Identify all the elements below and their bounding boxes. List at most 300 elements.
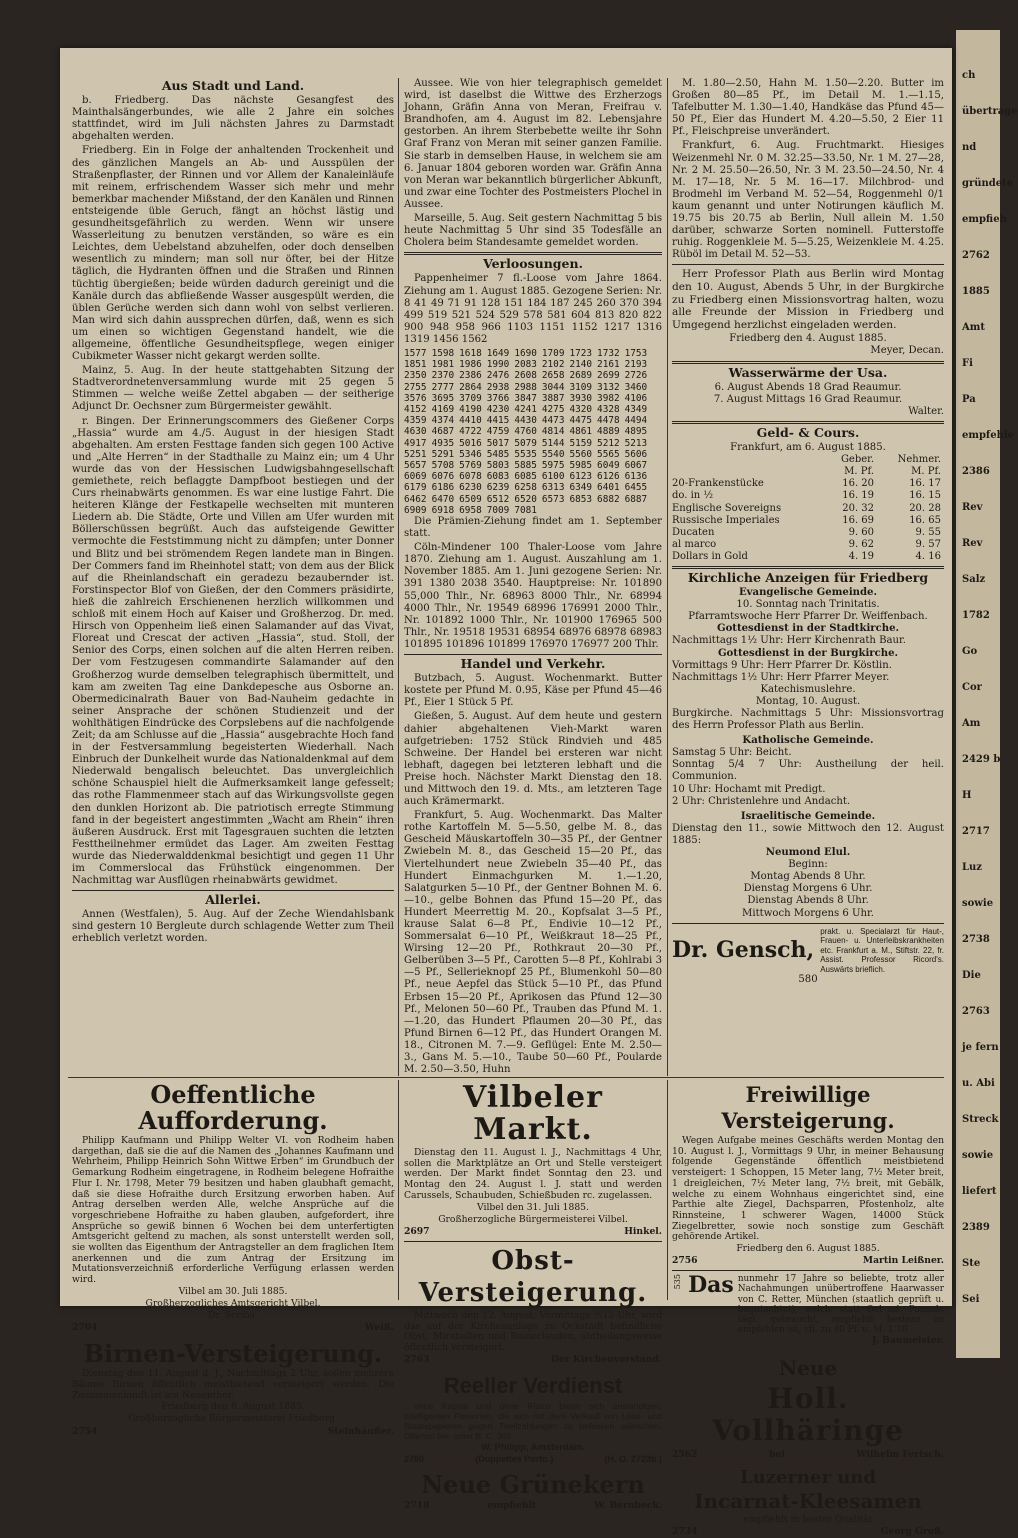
adjacent-page-fragment xyxy=(956,30,1018,1358)
series-cell: 1649 xyxy=(486,347,510,359)
ad-signature: Hinkel. xyxy=(624,1225,662,1237)
series-cell: 5985 xyxy=(569,460,593,471)
fragment-text: Ste xyxy=(962,1258,981,1269)
article-paragraph: Frankfurt, 5. Aug. Wochenmarkt. Das Malter rothe Kartoffeln M. 5—5.50, gelbe M. 8., das Gescheid Mäuskartoffeln 30—35 Pf., der Gentner Zwiebeln M. 8., das Gescheid 15—20 Pf., das Viertelhundert neue Zwiebeln 35—40 Pf., das Hundert Einmachgurken M. 1.—1.20, Salatgurken 5—10 Pf., der Gentner Bohnen M. 6.—10., gelbe Bohnen das Pfund 15—20 Pf., das Hundert Meerrettig M. 20., Kopfsalat 3—5 Pf., krause Salat 6—8 Pf., Endivie 10—12 Pf., Sommersalat 6—10 Pf., Weißkraut 18—25 Pf., Wirsing 12—20 Pf., Rothkraut 20—30 Pf., Gelberüben 3—5 Pf., Carotten 5—8 Pf., Kohlrabi 3—5 Pf., Sellerieknopf 25 Pf., Blumenkohl 50—80 Pf., neue Aepfel das Stück 5—10 Pf., das Pfund Erbsen 15—20 Pf., Aprikosen das Pfund 12—30 Pf., Melonen 50—60 Pf., Trauben das Pfund M. 1.—1.20, das Hundert Pflaumen 20—30 Pf., das Pfund Birnen 6—12 Pf., das Hundert Orangen M. 18., Citronen M. 7.—9. Geflügel: Ente M. 2.50—3., Gans M. 5.—10., Taube 50—60 Pf., Poularde M. 2.50—3.50, Huhn xyxy=(404,810,662,1076)
fragment-text: sowie xyxy=(962,898,994,909)
fragment-text: Rev xyxy=(962,538,983,549)
kath-line: Samstag 5 Uhr: Beicht. xyxy=(672,747,792,759)
fragment-text: empfieh xyxy=(962,214,1007,225)
series-cell: 6258 xyxy=(514,482,537,494)
gensch-name: Dr. Gensch, xyxy=(672,937,815,964)
series-cell: 5159 xyxy=(569,437,593,449)
series-cell: 5213 xyxy=(624,437,648,449)
burgkirche-heading: Gottesdienst in der Burgkirche. xyxy=(717,647,899,659)
series-cell: 3576 xyxy=(404,392,427,404)
series-cell: 2988 xyxy=(514,381,537,393)
exchange-coin: al marco xyxy=(672,538,717,550)
ad-signature: Wilhelm Fertsch. xyxy=(856,1448,944,1460)
series-cell: 2938 xyxy=(486,381,510,393)
ad-signature: J. Baumeister. xyxy=(872,1335,944,1347)
wasser-line: 6. August Abends 18 Grad Reaumur. xyxy=(714,381,902,393)
column-rule xyxy=(667,78,668,1076)
series-cell: 5144 xyxy=(541,437,565,449)
series-row xyxy=(404,426,652,437)
exchange-row xyxy=(672,551,944,563)
ad-date: Vilbel am 30. Juli 1885. xyxy=(178,1285,288,1297)
kath-line: 10 Uhr: Hochamt mit Predigt. xyxy=(672,783,826,795)
series-row xyxy=(404,393,652,404)
ad-das xyxy=(672,1274,944,1335)
series-cell: 6069 xyxy=(404,471,427,483)
fragment-text: liefert xyxy=(962,1186,997,1197)
series-cell: 4478 xyxy=(597,415,620,427)
column-rule xyxy=(398,78,399,1076)
article-paragraph: Annen (Westfalen), 5. Aug. Auf der Zeche Wiendahlsbank sind gestern 10 Bergleute durch schlagende Wetter zum Theil erheblich verletzt worden. xyxy=(72,909,394,945)
ad-title: Reeller Verdienst xyxy=(443,1372,623,1398)
ad-date: Friedberg den 6. August 1885. xyxy=(161,1401,305,1413)
series-cell: 3132 xyxy=(597,381,620,393)
fragment-text: empfehle xyxy=(962,430,1015,441)
series-cell: 4106 xyxy=(624,392,648,404)
article-paragraph: Marseille, 5. Aug. Seit gestern Nachmittag 5 bis heute Nachmittag 5 Uhr sind 35 Todesfälle an Cholera beim Standesamte gemeldet worden. xyxy=(404,213,662,249)
series-cell: 1990 xyxy=(486,359,510,371)
column-3 xyxy=(672,78,944,986)
series-cell: 6230 xyxy=(459,482,482,494)
fragment-text: Fi xyxy=(962,358,973,369)
series-cell: 5535 xyxy=(514,448,537,460)
series-cell: 1981 xyxy=(431,359,455,371)
ad-number: 2718 xyxy=(404,1499,430,1511)
mission-signature: Meyer, Decan. xyxy=(870,345,944,357)
ad-address: (Doppeltes Porto.) xyxy=(475,1453,554,1464)
series-cell: 5540 xyxy=(541,448,565,460)
exchange-row xyxy=(672,478,944,490)
fragment-text: ch xyxy=(962,70,976,81)
series-cell: 2140 xyxy=(569,359,593,371)
series-cell: 4630 xyxy=(404,426,427,438)
isr-time: Dienstag Morgens 6 Uhr. xyxy=(743,883,873,895)
series-cell: 1986 xyxy=(459,359,482,371)
series-cell: 4152 xyxy=(404,403,427,415)
series-cell: 3460 xyxy=(624,381,648,393)
mission-date: Friedberg den 4. August 1885. xyxy=(729,333,887,345)
newspaper-page xyxy=(60,48,952,1537)
series-cell: 6573 xyxy=(541,493,565,505)
series-cell: 6123 xyxy=(569,471,593,483)
series-cell: 4935 xyxy=(431,437,455,449)
series-cell: 4230 xyxy=(486,403,510,415)
series-cell: 5016 xyxy=(459,437,482,449)
article-paragraph: Mainz, 5. Aug. In der heute stattgehabten Sitzung der Stadtverordnetenversammlung wurde mit 25 gegen 5 Stimmen — welche weiße Zettel abgaben — der seitherige Adjunct Dr. Oechsner zum Bürgermeister gewählt. xyxy=(72,365,394,413)
kath-line: Sonntag 5/4 7 Uhr: Austheilung der heil. Communion. xyxy=(672,759,944,783)
ad-number: 2754 xyxy=(72,1425,98,1437)
series-cell: 2755 xyxy=(404,381,427,393)
series-cell: 1577 xyxy=(404,347,427,359)
series-cell: 6882 xyxy=(597,493,620,505)
series-cell: 6470 xyxy=(431,493,455,505)
ad-title: Neue xyxy=(778,1355,838,1380)
series-cell: 7009 xyxy=(486,504,510,516)
series-cell: 2102 xyxy=(541,359,565,371)
series-cell: 6100 xyxy=(541,471,565,483)
wasser-signature: Walter. xyxy=(908,405,944,417)
series-cell: 2350 xyxy=(404,370,427,382)
exchange-rate: 9. 57 xyxy=(915,538,941,550)
series-cell: 2370 xyxy=(431,370,455,382)
burgkirche-line: Burgkirche. Nachmittags 5 Uhr: Missionsvortrag des Herrn Professor Plath aus Berlin. xyxy=(672,708,944,732)
series-cell: 4475 xyxy=(569,415,593,427)
series-cell: 3044 xyxy=(541,381,565,393)
isr-beginn: Beginn: xyxy=(788,859,828,871)
exchange-rate: 4. 16 xyxy=(915,550,941,562)
series-cell: 6958 xyxy=(459,504,482,516)
series-row xyxy=(404,359,652,370)
series-cell: 4169 xyxy=(431,403,455,415)
ad-code: (H. O. 2723b.) xyxy=(604,1453,662,1464)
isr-line: Dienstag den 11., sowie Mittwoch den 12. August 1885: xyxy=(672,822,944,846)
ad-vilbeler xyxy=(404,1080,662,1512)
exchange-coin: Dollars in Gold xyxy=(672,550,748,562)
article-paragraph: M. 1.80—2.50, Hahn M. 1.50—2.20. Butter im Großen 80—85 Pf., im Detail M. 1.—1.15, Tafelbutter M. 1.30—1.40, Handkäse das Pfund 45—50 Pf., Eier das Hundert M. 4.20—5.50, 2 Eier 11 Pf., Fleischpreise unverändert. xyxy=(672,78,944,138)
kath-heading: Katholische Gemeinde. xyxy=(742,735,874,747)
article-paragraph: r. Bingen. Der Erinnerungscommers des Gießener Corps „Hassia“ wurde am 4./5. August in der hiesigen Stadt abgehalten. Am ersten Festtage fanden sich gegen 100 Active und „Alte Herren“ in der Stadthalle zu Mainz ein; um 4 Uhr wurde das von der Hessischen Ludwigsbahngesellschaft gemiethete, reich beflaggte Dampfboot bestiegen und der Curs rheinabwärts genommen. Es war eine lustige Fahrt. Die heiteren Klänge der Festkapelle wechselten mit munteren Liedern ab. Die Städte, Orte und Villen am Ufer wurden mit Böllerschüssen begrüßt. Auch das aufsteigende Gewitter vermochte die Feststimmung nicht zu dämpfen; unter Donner und Blitz und bei strömendem Regen landete man in Bingen. Der Commers fand im Rheinhotel statt; von dem aus der Blick auf die Rheinlandschaft ein geradezu bezaubernder ist. Forstinspector Blof von Gießen, der den Commers präsidirte, hieß die zahlreich Erschienenen herzlich willkommen und schloß mit einem Hoch auf Kaiser und Großherzog. Dr. med. Hirsch von Oppenheim ließ einen Salamander auf das Vivat, Floreat und Crescat der activen „Hassia“, stud. Stoll, der Senior des Corps, einen solchen auf die alten Herren reiben. Der vom Festzugesen commandirte Salamander auf den Großherzog wurde demselben telegraphisch übermittelt, und kam am zweiten Tag eine Dankdepesche aus Osborne an. Obermedicinalrath Bauer von Bad-Nauheim gedachte in seiner Ansprache der schönen Studienzeit und der wohlthätigen Eindrücke des Corpslebens auf die nachfolgende Zeit; da am Schlusse auf die „Hassia“ ausgebrachte Hoch fand in der Festversammlung begeisterten Wiederhall. Nach Einbruch der Dunkelheit wurde das Nationaldenkmal auf dem Niederwald bengalisch beleuchtet. Das unvergleichlich schöne Schauspiel hielt die Aufmerksamkeit lange gefesselt; das rothe Flammenmeer stach auf das Wirkungsvollste gegen den dunklen Horizont ab. Die patriotisch erregte Stimmung fand in der begeistert angestimmten „Wacht am Rhein“ ihren äußeren Ausdruck. Erst mit Tagesgrauen suchten die letzten Festtheilnehmer ermüdet das Lager. Am zweiten Festtag wurde das Niederwalddenkmal besichtigt und gegen 11 Uhr im Commerslocal das Frühstück eingenommen. Der Nachmittag war Ausflügen rheinabwärts gewidmet. xyxy=(72,415,394,887)
exchange-table xyxy=(672,454,944,563)
heading-wasserwaerme: Wasserwärme der Usa. xyxy=(728,364,888,380)
exchange-rate: 4. 19 xyxy=(848,550,875,562)
series-cell: 3887 xyxy=(541,392,565,404)
series-cell: 6401 xyxy=(597,482,620,494)
ad-date: Vilbel den 31. Juli 1885. xyxy=(477,1201,589,1213)
series-cell: 4349 xyxy=(624,403,648,415)
ad-title: Vilbeler Markt. xyxy=(463,1080,603,1147)
article-paragraph: Gießen, 5. August. Auf dem heute und gestern dahier abgehaltenen Vieh-Markt waren aufgetrieben: 1752 Stück Rindvieh und 485 Schweine. Der Handel bei ersteren war nicht lebhaft, dagegen bei letzteren lebhaft und die Preise hoch. Nächster Markt Dienstag den 18. und Mittwoch den 19. d. Mts., am letzteren Tage auch Krämermarkt. xyxy=(404,711,662,808)
heading-handel: Handel und Verkehr. xyxy=(460,656,606,672)
series-cell: 3930 xyxy=(569,392,593,404)
ad-freiwillige xyxy=(672,1080,944,1538)
ad-number: 2734 xyxy=(672,1525,698,1537)
fragment-text: Am xyxy=(962,718,981,729)
kath-line: 2 Uhr: Christenlehre und Andacht. xyxy=(672,795,851,807)
series-cell: 3847 xyxy=(514,392,537,404)
fragment-text: 2762 xyxy=(962,250,990,261)
ad-text: empfiehlt in bester Qualität xyxy=(743,1513,873,1525)
series-cell: 3709 xyxy=(459,392,482,404)
exchange-coin: Russische Imperiales xyxy=(672,514,780,526)
fragment-text: 2717 xyxy=(962,826,990,837)
gensch-text: prakt. u. Specialarzt für Haut-, Frauen- u. Unterleibskrankheiten etc. Frankfurt a. M., Stiftstr. 22, fr. Assist. Professor Ricord's. Auswärts brieflich. xyxy=(820,926,944,974)
series-row xyxy=(404,494,652,505)
ad-title: Luzerner und xyxy=(740,1466,876,1488)
ad-signature: Martin Leißner. xyxy=(862,1255,944,1267)
heading-stadt-land: Aus Stadt und Land. xyxy=(161,78,305,93)
series-cell: 4687 xyxy=(431,426,455,438)
series-cell: 4722 xyxy=(459,426,482,438)
series-cell: 6509 xyxy=(459,493,482,505)
ad-title: Birnen-Versteigerung. xyxy=(83,1339,383,1369)
series-row xyxy=(404,370,652,381)
series-row xyxy=(404,382,652,393)
article-paragraph: Die Prämien-Ziehung findet am 1. September statt. xyxy=(404,516,662,540)
fragment-text: nd xyxy=(962,142,977,153)
series-cell: 4760 xyxy=(514,426,537,438)
series-cell: 6067 xyxy=(624,460,648,471)
series-cell: 3982 xyxy=(597,392,620,404)
exchange-coin: Ducaten xyxy=(672,526,715,538)
ad-text: ohne Kapital und ohne Risico bietet sich anständigen, intelligenten Personen, die sich mit dem Verkauf von Loos- und Staatspapieren gegen Theilzahlungen zu befassen wünschen. Offerten bel. unter B. C. 301 xyxy=(404,1400,662,1441)
series-cell: 6853 xyxy=(569,493,593,505)
article-paragraph: Butzbach, 5. August. Wochenmarkt. Butter kostete per Pfund M. 0.95, Käse per Pfund 45—46 Pf., Eier 1 Stück 5 Pf. xyxy=(404,673,662,709)
geld-subheading: Frankfurt, am 6. August 1885. xyxy=(730,442,886,454)
series-cell: 2386 xyxy=(459,370,482,382)
exchange-coin: Englische Sovereigns xyxy=(672,502,782,514)
exchange-coin: 20-Frankenstücke xyxy=(672,478,764,490)
fragment-text: Cor xyxy=(962,682,982,693)
exchange-row xyxy=(672,490,944,502)
series-cell: 1709 xyxy=(541,347,565,359)
ad-date: Friedberg den 6. August 1885. xyxy=(736,1243,880,1255)
gensch-number: 580 xyxy=(798,974,818,986)
ad-text: Philipp Kaufmann und Philipp Welter VI. von Rodheim haben dargethan, daß sie die auf die Namen des „Johannes Kaufmann und Wehrheim, Philipp Heinrich Sohn Wittwe Erben“ im Grundbuch der Gemarkung Rodheim eingetragene, in Rodheim belegene Hofraithe Flur I. Nr. 1798, Meter 79 besitzen und haben glaubhaft gemacht, daß sie diese Hofraithe durch Ersitzung erworben haben. Auf Antrag derselben werden Alle, welche Ansprüche auf die vorgeschriebene Hofraithe zu haben glauben, aufgefordert, ihre Ansprüche so gewiß binnen 6 Wochen bei dem unterfertigten Amtsgericht geltend zu machen, als sonst unterstellt werden soll, sie wollten das Eigenthum der Antragsteller an dem fraglichen Item anerkennen und die zum Antrag der Ersitzung im Mutationsverzeichniß erforderliche Verfügung erlassen werden wird. xyxy=(72,1135,394,1286)
series-cell: 1618 xyxy=(459,347,482,359)
series-row xyxy=(404,460,652,471)
ad-title: Freiwillige Versteigerung. xyxy=(721,1082,895,1133)
ad-signature: Weiß. xyxy=(364,1322,394,1334)
series-cell: 5657 xyxy=(404,460,427,471)
series-cell: 5565 xyxy=(597,448,620,460)
column-2 xyxy=(404,78,662,1078)
series-cell: 6083 xyxy=(486,471,510,483)
article-paragraph: b. Friedberg. Das nächste Gesangfest des Mainthalsängerbundes, wie alle 2 Jahre ein solches stattfindet, wird im Juli nächsten Jahres zu Darmstadt abgehalten werden. xyxy=(72,95,394,143)
series-cell: 6085 xyxy=(514,471,537,483)
ad-title: Oeffentliche Aufforderung. xyxy=(138,1080,328,1135)
series-cell: 6520 xyxy=(514,493,537,505)
series-cell: 4241 xyxy=(514,403,537,415)
series-cell: 6078 xyxy=(459,471,482,483)
ad-signature: Steinhäußer. xyxy=(327,1425,394,1437)
series-cell: 6512 xyxy=(486,493,510,505)
series-row xyxy=(404,348,652,359)
series-row xyxy=(404,438,652,449)
exchange-rate: 9. 60 xyxy=(848,526,875,538)
ad-text: nunmehr 17 Jahre so beliebte, trotz aller Nachahmungen unübertroffene Haarwasser von C. Retter, München (staatlich geprüft u. begutachtet), welch. statt Oel od. Pomade tägl. gebraucht, empfiehlt bestens zu empfehlen ist, vfl. zu 40 Pf. u. M. 1.10 xyxy=(737,1274,944,1336)
ad-aufforderung xyxy=(72,1080,394,1438)
series-cell: 6313 xyxy=(541,482,565,494)
fragment-text: 2386 xyxy=(962,466,990,477)
series-row xyxy=(404,449,652,460)
ad-signature: Großherzogliche Bürgermeisterei Vilbel. xyxy=(438,1213,628,1225)
series-cell: 1723 xyxy=(569,347,593,359)
series-cell: 2726 xyxy=(624,370,648,382)
series-cell: 6239 xyxy=(486,482,510,494)
ad-signature: Der Kirchenvorstand. xyxy=(551,1353,662,1365)
fragment-text: Go xyxy=(962,646,978,657)
ev-heading: Evangelische Gemeinde. xyxy=(738,587,877,599)
ad-signature: Großherzogliches Amtsgericht Vilbel. xyxy=(145,1297,321,1309)
ad-title: Das xyxy=(688,1272,734,1299)
series-cell: 5975 xyxy=(541,460,565,471)
series-cell: 6455 xyxy=(624,482,648,494)
heading-allerlei: Allerlei. xyxy=(205,892,261,908)
series-cell: 4494 xyxy=(624,415,648,427)
burgkirche-line: Montag, 10. August. xyxy=(755,695,861,707)
series-cell: 4190 xyxy=(459,403,482,415)
exchange-row xyxy=(672,527,944,539)
series-cell: 2777 xyxy=(431,381,455,393)
ad-text: bei xyxy=(769,1448,785,1460)
fragment-text: H xyxy=(962,790,972,801)
article-paragraph: Cöln-Mindener 100 Thaler-Loose vom Jahre 1870. Ziehung am 1. August. Auszahlung am 1. November 1885. Am 1. Juni gezogene Serien: Nr. 391 1380 2038 3540. Hauptpreise: Nr. 101890 55,000 Thlr., Nr. 68963 8000 Thlr., Nr. 68994 4000 Thlr., Nr. 19549 68996 176991 2000 Thlr., Nr. 101892 1000 Thlr., Nr. 101900 176965 500 Thlr., Nr. 19518 19531 68954 68976 68978 68983 101895 101896 101899 176970 176977 200 Thlr. xyxy=(404,542,662,650)
series-cell: 6462 xyxy=(404,493,427,505)
series-table xyxy=(404,348,652,516)
series-cell: 5803 xyxy=(486,460,510,471)
ad-text: Dienstag den 11. August d. J., Nachmittags 2 Uhr, sollen mehrere Bäume Birnen öffentlich meistbietend versteigert werden. Die Zusammenkunft ist am Neuenthor. xyxy=(72,1368,394,1401)
series-cell: 5769 xyxy=(459,460,482,471)
fragment-text: Amt xyxy=(962,322,985,333)
series-cell: 5017 xyxy=(486,437,510,449)
ad-address: W. Philipp, Amsterdam. xyxy=(481,1440,585,1452)
series-cell: 6179 xyxy=(404,482,427,494)
series-cell: 4430 xyxy=(514,415,537,427)
ev-line: Pfarramtswoche Herr Pfarrer Dr. Weiffenbach. xyxy=(688,611,928,623)
ad-signature: Großherzogliche Bürgermeisterei Friedberg. xyxy=(128,1413,338,1425)
series-row xyxy=(404,482,652,493)
series-cell: 6909 xyxy=(404,504,427,516)
series-cell: 4814 xyxy=(541,426,565,438)
isr-time: Dienstag Abends 8 Uhr. xyxy=(747,895,869,907)
ad-text: Dienstag den 11. August l. J., Nachmittags 4 Uhr, sollen die Marktplätze an Ort und Stelle versteigert werden. Der Markt findet Sonntag den 23. und Montag den 24. August l. J. statt und werden Carussels, Schaubuden, Schießbuden rc. zugelassen. xyxy=(404,1147,662,1201)
series-cell: 2699 xyxy=(597,370,620,382)
ev-line: 10. Sonntag nach Trinitatis. xyxy=(736,599,880,611)
fragment-text: übertrage xyxy=(962,106,1018,117)
article-paragraph: Frankfurt, 6. Aug. Fruchtmarkt. Hiesiges Weizenmehl Nr. 0 M. 32.25—33.50, Nr. 1 M. 27—28, Nr. 2 M. 25.50—26.50, Nr. 3 M. 23.50—24.50, Nr. 4 M. 17—18, Nr. 5 M. 16—17. Milchbrod- und Brodmehl im Verband M. 52—54, Roggenmehl 0/1 kaum genannt und unter Notirungen käuflich M. 19.75 bis 20.75 ab Berlin, Null allein M. 1.50 darüber, schwarze Sorten nominell. Futterstoffe ruhig. Roggenkleie M. 5—5.25, Weizenkleie M. 4.25. Rüböl im Detail M. 52—53. xyxy=(672,140,944,261)
exchange-rate: 16. 65 xyxy=(909,514,941,526)
series-cell: 6049 xyxy=(597,460,620,471)
ad-text: Wegen Aufgabe meines Geschäfts werden Montag den 10. August l. J., Vormittags 9 Uhr, in meiner Behausung folgende Gegenstände öffentlich meistbietend versteigert: 1 Schoppen, 15 Meter lang, 7½ Meter breit, 1 dreigleichen, 7½ Meter lang, 7½ breit, mit Gebälk, welche zu einem Wohnhaus eingerichtet sind, eine Parthie alte Ziegel, Dachsparren, Pfostenholz, alte Rinnsteine, 1 schwerer Wagen, 14000 Stück Ziegelbretter, sowie noch sonstige zum Geschäft gehörende Artikel. xyxy=(672,1135,944,1243)
exchange-rate: 20. 28 xyxy=(909,502,941,514)
heading-geld-cours: Geld- & Cours. xyxy=(756,424,860,440)
exchange-rate: 9. 62 xyxy=(848,538,875,550)
series-cell: 3766 xyxy=(486,392,510,404)
series-cell: 4889 xyxy=(597,426,620,438)
series-cell: 5291 xyxy=(431,448,455,460)
fragment-text: 1782 xyxy=(962,610,990,621)
fragment-text: Streck xyxy=(962,1114,999,1125)
series-row xyxy=(404,505,652,516)
series-cell: 1851 xyxy=(404,359,427,371)
stadtkirche-heading: Gottesdienst in der Stadtkirche. xyxy=(716,623,900,635)
series-cell: 6918 xyxy=(431,504,455,516)
series-cell: 4328 xyxy=(597,403,620,415)
series-cell: 1598 xyxy=(431,347,455,359)
series-cell: 5079 xyxy=(514,437,537,449)
fragment-text: Luz xyxy=(962,862,982,873)
fragment-text: Salz xyxy=(962,574,986,585)
series-cell: 1753 xyxy=(624,347,648,359)
burgkirche-line: Vormittags 9 Uhr: Herr Pfarrer Dr. Köstlin. xyxy=(672,659,892,671)
fragment-text: Die xyxy=(962,970,981,981)
series-cell: 4320 xyxy=(569,403,593,415)
series-cell: 5708 xyxy=(431,460,455,471)
fragment-text: je fern xyxy=(962,1042,999,1053)
fragment-text: 1885 xyxy=(962,286,990,297)
series-cell: 2476 xyxy=(486,370,510,382)
fragment-text: 2738 xyxy=(962,934,990,945)
article-paragraph: Pappenheimer 7 fl.-Loose vom Jahre 1864. Ziehung am 1. August 1885. Gezogene Serien: Nr. 8 41 49 71 91 128 151 184 187 245 260 370 394 499 519 521 524 529 578 581 604 813 820 822 900 948 958 966 1103 1151 1152 1217 1316 1319 1456 1562 xyxy=(404,273,662,345)
series-cell: 4895 xyxy=(624,426,648,438)
series-cell: 4473 xyxy=(541,415,565,427)
series-cell: 1732 xyxy=(597,347,620,359)
fragment-text: u. Abi xyxy=(962,1078,995,1089)
series-cell: 2658 xyxy=(541,370,565,382)
series-cell: 6076 xyxy=(431,471,455,483)
series-cell: 6186 xyxy=(431,482,455,494)
ad-title: Neue Grünekern xyxy=(421,1469,645,1499)
fragment-text: 2429 b xyxy=(962,754,1001,765)
col1-paragraphs xyxy=(72,95,394,887)
ad-number: 2756 xyxy=(672,1255,698,1267)
gensch-ad xyxy=(672,927,944,975)
exchange-rate: 16. 15 xyxy=(909,490,941,502)
ad-number: 535 xyxy=(673,1274,682,1290)
mission-notice: Herr Professor Plath aus Berlin wird Montag den 10. August, Abends 5 Uhr, in der Burgkirche zu Friedberg einen Missionsvortrag halten, wozu alle Freunde der Mission in Friedberg und Umgegend herzlichst eingeladen werden. xyxy=(672,268,944,331)
series-cell: 2864 xyxy=(459,381,482,393)
series-cell: 5606 xyxy=(624,448,648,460)
series-cell: 1690 xyxy=(514,347,537,359)
isr-time: Montag Abends 8 Uhr. xyxy=(750,871,866,883)
wasser-line: 7. August Mittags 16 Grad Reaumur. xyxy=(713,393,903,405)
series-cell: 5885 xyxy=(514,460,537,471)
series-cell: 2193 xyxy=(624,359,648,371)
series-cell: 4374 xyxy=(431,415,455,427)
series-cell: 5560 xyxy=(569,448,593,460)
series-cell: 6887 xyxy=(624,493,648,505)
article-paragraph: Aussee. Wie von hier telegraphisch gemeldet wird, ist daselbst die Wittwe des Erzherzogs Johann, Gräfin Anna von Meran, Freifrau v. Brandhofen, am 4. August im 82. Lebensjahre gestorben. An ihrem Sterbebette weilte ihr Sohn Graf Franz von Meran mit seiner ganzen Familie. Sie starb in demselben Hause, in welchem sie am 6. Januar 1804 geboren worden war. Gräfin Anna von Meran war bekanntlich bürgerlicher Abkunft, und zwar eine Tochter des Postmeisters Plochel in Aussee. xyxy=(404,78,662,210)
stadtkirche-line: Nachmittags 1½ Uhr: Herr Kirchenrath Baur. xyxy=(672,635,906,647)
fragment-text: 2763 xyxy=(962,1006,990,1017)
heading-kirchliche: Kirchliche Anzeigen für Friedberg xyxy=(687,569,929,585)
unit-header: M. Pf. xyxy=(844,466,875,478)
exchange-rate: 16. 19 xyxy=(842,490,875,502)
col-header-geber: Geber. xyxy=(840,454,875,466)
isr-heading: Israelitische Gemeinde. xyxy=(740,810,876,822)
series-cell: 4415 xyxy=(486,415,510,427)
ad-title: Holl. Vollhäringe xyxy=(712,1381,904,1447)
series-cell: 2161 xyxy=(597,359,620,371)
exchange-row xyxy=(672,515,944,527)
fragment-text: 2389 xyxy=(962,1222,990,1233)
exchange-rate: 20. 32 xyxy=(842,502,875,514)
series-cell: 2608 xyxy=(514,370,537,382)
exchange-coin: do. in ½ xyxy=(672,490,714,502)
ad-number: 2760 xyxy=(404,1453,425,1464)
ad-text: empfiehlt xyxy=(487,1499,537,1511)
ad-number: 2562 xyxy=(672,1448,698,1460)
series-row xyxy=(404,471,652,482)
series-cell: 5485 xyxy=(486,448,510,460)
exchange-row xyxy=(672,503,944,515)
fragment-text: Rev xyxy=(962,502,983,513)
series-cell: 6349 xyxy=(569,482,593,494)
series-cell: 2083 xyxy=(514,359,537,371)
isr-subheading: Neumond Elul. xyxy=(765,847,851,859)
unit-header: M. Pf. xyxy=(911,466,941,478)
series-cell: 3109 xyxy=(569,381,593,393)
fragment-text: Sei xyxy=(962,1294,980,1305)
exchange-rate: 16. 20 xyxy=(842,478,875,490)
exchange-rate: 9. 55 xyxy=(915,526,941,538)
ad-signature: W. Bernbeck. xyxy=(594,1499,662,1511)
ad-signature: Georg Groß. xyxy=(880,1525,944,1537)
